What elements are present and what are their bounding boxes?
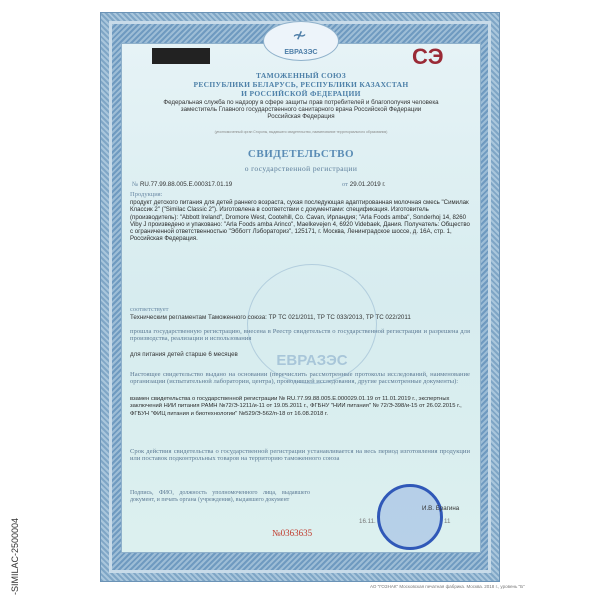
signature-label: Подпись, ФИО, должность уполномоченного лица, выдавшего документ, и печать органа (учреждения), выдавшего документ	[130, 490, 310, 504]
header-line-1: ТАМОЖЕННЫЙ СОЮЗ	[255, 71, 347, 80]
reg-number: RU.77.99.88.005.Е.000317.01.19	[139, 181, 233, 188]
authority-caption: (уполномоченный орган Стороны, выдавшего свидетельство, наименование территориального образования)	[214, 130, 388, 134]
product-text: продукт детского питания для детей раннего возраста, сухая последующая адаптированная молочная смесь "Симилак Классик 2" ("Similac Classic 2"). Изготовлена в соответствии с документами: спецификация. Изготовитель (производитель): "Abbott Ireland", Dromore West, Cootehill, Co. Cavan, Ирландия; "Arla Foods amba", Sonderhoj 14, 8260 Viby J произведено и упаковано: "Arla Foods amba Arinco", Maelkevejen 4, 6920 Videbaek, Дания. Получатель: Общество с ограниченной ответственностью "Эбботт Лэбораториз", 125171, г. Москва, Ленинградское шоссе, д. 16А, стр. 1, Российская Федерация.	[130, 199, 470, 243]
eurasec-watermark	[247, 264, 377, 384]
eurasec-emblem-icon: ≁	[292, 25, 308, 45]
conforms-label: соответствует	[130, 306, 169, 313]
authority-line-1: Федеральная служба по надзору в сфере защиты прав потребителей и благополучия человека	[163, 99, 439, 106]
certificate-title: СВИДЕТЕЛЬСТВО	[247, 148, 355, 160]
certificate-body	[121, 43, 481, 553]
reg-number-row	[132, 181, 232, 189]
signature-date: 16.11.	[359, 518, 376, 525]
no-label: №	[132, 181, 139, 188]
signature-year: 11	[444, 518, 451, 525]
watermark-text: ЕВРАЗЭС	[276, 352, 348, 369]
reg-date-row	[342, 181, 386, 189]
reg-date: 29.01.2019 г.	[349, 181, 386, 188]
validity-text: Срок действия свидетельства о государственной регистрации устанавливается на весь период изготовления продукции или поставок подконтрольных товаров на территорию таможенного союза	[130, 448, 470, 463]
serial-number: №0363635	[272, 528, 313, 538]
logo-text: ЕВРАЗЭС	[284, 49, 318, 56]
registration-text: прошла государственную регистрацию, внесена в Реестр свидетельств о государственной регистрации и разрешена для производства, реализации и использования	[130, 328, 470, 343]
official-seal	[377, 484, 443, 550]
basis-label: Настоящее свидетельство выдано на основании (перечислить рассмотренные протоколы исследований, наименование организации (испытательной лаборатории, центра), проводившей исследования, другие рассмотренные документы):	[130, 371, 470, 386]
document-code: -SIMILAC-2500004	[10, 517, 20, 595]
certificate	[100, 12, 500, 582]
eurasec-logo	[263, 21, 339, 61]
redacted-area	[152, 48, 210, 64]
basis-text: взамен свидетельства о государственной регистрации № RU.77.99.88.005.Е.000029.01.19 от 11.01.2019 г., экспертных заключений НИИ питания РАМН №72/Э-1211/и-11 от 19.05.2011 г., ФГБНУ "НИИ питания" № 72/Э-398/и-15 от 26.02.2015 г., ФГБУН "ФИЦ питания и биотехнологии" №529/Э-562/п-18 от 16.08.2018 г.	[130, 396, 462, 417]
se-mark-icon: CЭ	[412, 44, 444, 69]
product-label: Продукция:	[130, 191, 163, 198]
date-label: от	[342, 181, 349, 188]
authority-line-2: заместитель Главного государственного санитарного врача Российской Федерации	[180, 106, 422, 113]
signatory-name: И.В. Брагина	[422, 505, 460, 512]
authority-line-3: Российская Федерация	[267, 113, 335, 120]
printer-footer: АО "ГОЗНАК" Московская печатная фабрика. Москва. 2018 г., уровень "Б"	[370, 584, 525, 589]
header-line-3: И РОССИЙСКОЙ ФЕДЕРАЦИИ	[241, 89, 361, 98]
header-line-2: РЕСПУБЛИКИ БЕЛАРУСЬ, РЕСПУБЛИКИ КАЗАХСТАН	[193, 80, 409, 89]
conforms-text: Техническим регламентам Таможенного союза: ТР ТС 021/2011, ТР ТС 033/2013, ТР ТС 022/2011	[130, 314, 411, 321]
usage-text: для питания детей старше 6 месяцев	[130, 351, 238, 358]
certificate-subtitle: о государственной регистрации	[244, 164, 358, 173]
